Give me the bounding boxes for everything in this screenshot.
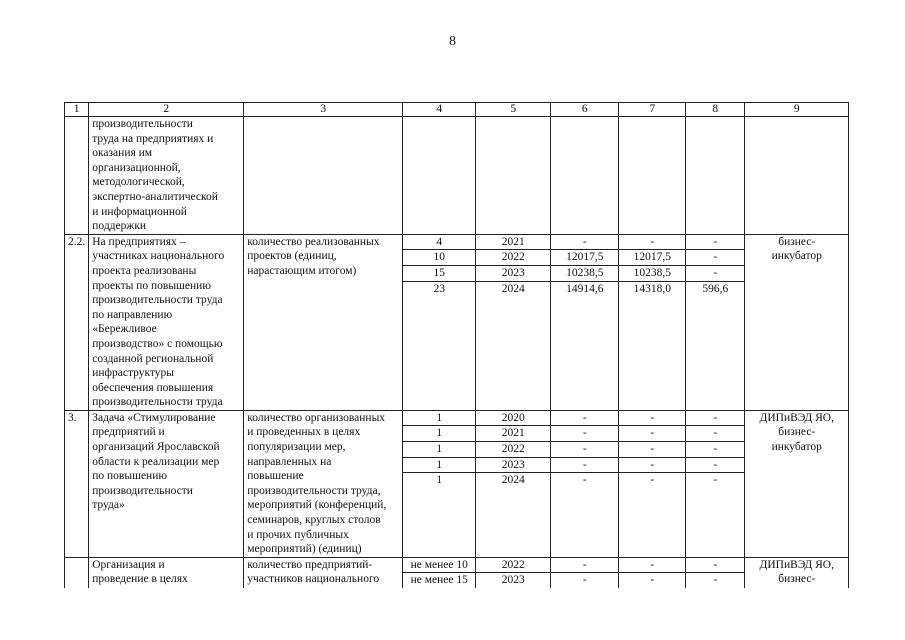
value-cell: - xyxy=(619,558,685,574)
value-column-5 xyxy=(476,410,551,557)
table-row xyxy=(65,234,849,410)
column-header-4: 4 xyxy=(403,103,476,117)
column-header-8: 8 xyxy=(686,103,745,117)
value-cell: - xyxy=(582,474,587,487)
value-column-4 xyxy=(403,410,476,557)
indicator-line: направленных на xyxy=(247,455,332,468)
row-number xyxy=(65,117,89,235)
value-column-7 xyxy=(619,410,686,557)
value-column-8 xyxy=(686,557,745,588)
value-cell: не менее 15 xyxy=(410,574,468,587)
value-cell: - xyxy=(619,411,685,427)
value-cell: 2021 xyxy=(476,426,550,442)
description-line: организаций Ярославской xyxy=(92,441,220,454)
value-column-8 xyxy=(686,117,745,235)
description-line: поддержки xyxy=(92,220,147,233)
value-cell: 15 xyxy=(403,266,475,282)
description-line: производительности xyxy=(92,484,193,497)
executor xyxy=(745,117,849,235)
value-cell: 4 xyxy=(403,235,475,251)
value-cell: 1 xyxy=(403,458,475,474)
value-cell: - xyxy=(551,411,618,427)
value-cell: - xyxy=(619,458,685,474)
executor xyxy=(745,410,849,557)
description-line: инфраструктуры xyxy=(92,367,175,380)
description-line: Задача «Стимулирование xyxy=(92,411,216,424)
value-column-4 xyxy=(403,557,476,588)
indicator-line: проектов (единиц, xyxy=(247,250,337,263)
value-cell: 2023 xyxy=(476,458,550,474)
value-cell: 1 xyxy=(403,442,475,458)
description-line: проекты по повышению xyxy=(92,279,211,292)
value-cell: - xyxy=(686,411,744,427)
value-cell: 2024 xyxy=(501,282,525,295)
value-cell: - xyxy=(551,235,618,251)
indicator-line: семинаров, круглых столов xyxy=(247,514,381,527)
indicator-name xyxy=(244,410,403,557)
value-cell: - xyxy=(686,250,744,266)
value-cell: - xyxy=(551,426,618,442)
executor-line: бизнес- xyxy=(778,426,816,439)
column-header-5: 5 xyxy=(476,103,551,117)
indicator-line: популяризации мер, xyxy=(247,441,346,454)
value-cell: - xyxy=(551,558,618,574)
column-header-7: 7 xyxy=(619,103,686,117)
value-cell: - xyxy=(686,458,744,474)
indicator-line: мероприятий) (единиц) xyxy=(247,543,362,556)
executor-line: бизнес- xyxy=(778,235,816,248)
value-cell: - xyxy=(650,474,655,487)
executor-line: инкубатор xyxy=(771,441,822,454)
row-number: 3. xyxy=(65,410,89,557)
description-line: производительности труда xyxy=(92,294,223,307)
value-cell: 12017,5 xyxy=(551,250,618,266)
indicator-line: и проведенных в целях xyxy=(247,426,361,439)
value-cell: - xyxy=(551,442,618,458)
value-cell: 2024 xyxy=(501,474,525,487)
indicator-line: мероприятий (конференций, xyxy=(247,499,387,512)
column-header-1: 1 xyxy=(65,103,89,117)
description-line: методологической, xyxy=(92,176,185,189)
description-line: производительности xyxy=(92,118,193,130)
indicator-name xyxy=(244,117,403,235)
description-line: труда на предприятиях и xyxy=(92,132,214,145)
table-row xyxy=(65,410,849,557)
value-column-5 xyxy=(476,117,551,235)
value-cell: 596,6 xyxy=(702,282,729,295)
description-line: производство» с помощью xyxy=(92,337,223,350)
task-description xyxy=(89,234,244,410)
table-row xyxy=(65,117,849,235)
value-cell: не менее 10 xyxy=(403,558,475,574)
value-column-6 xyxy=(551,410,619,557)
indicator-line: нарастающим итогом) xyxy=(247,264,357,277)
executor xyxy=(745,557,849,588)
description-line: участниках национального xyxy=(92,250,225,263)
value-column-6 xyxy=(551,557,619,588)
description-line: по повышению xyxy=(92,470,167,483)
value-column-4 xyxy=(403,117,476,235)
executor-line: ДИПиВЭД ЯО, xyxy=(759,411,834,424)
description-line: проекта реализованы xyxy=(92,264,197,277)
indicator-line: повышение xyxy=(247,470,304,483)
value-cell: 1 xyxy=(436,474,443,487)
value-column-6 xyxy=(551,234,619,410)
description-line: обеспечения повышения xyxy=(92,381,214,394)
value-cell: 2022 xyxy=(476,558,550,574)
description-line: созданной региональной xyxy=(92,352,214,365)
column-header-9: 9 xyxy=(745,103,849,117)
value-cell: - xyxy=(686,426,744,442)
indicator-line: производительности труда, xyxy=(247,484,381,497)
value-cell: - xyxy=(713,474,718,487)
value-cell: - xyxy=(619,442,685,458)
description-line: труда» xyxy=(92,499,125,512)
value-cell: - xyxy=(650,574,655,587)
value-column-5 xyxy=(476,234,551,410)
value-cell: 2021 xyxy=(476,235,550,251)
value-cell: - xyxy=(619,426,685,442)
value-cell: - xyxy=(551,458,618,474)
executor-line: бизнес- xyxy=(778,573,816,586)
description-line: области к реализации мер xyxy=(92,455,220,468)
value-cell: 1 xyxy=(403,411,475,427)
value-cell: - xyxy=(619,235,685,251)
value-cell: - xyxy=(686,235,744,251)
description-line: по направлению xyxy=(92,308,173,321)
value-cell: 10 xyxy=(403,250,475,266)
description-line: На предприятиях – xyxy=(92,235,186,248)
value-cell: 2023 xyxy=(501,574,525,587)
indicator-line: участников национального xyxy=(247,573,380,586)
description-line: оказания им xyxy=(92,147,153,160)
value-column-7 xyxy=(619,557,686,588)
value-cell: 10238,5 xyxy=(619,266,685,282)
description-line: Организация и xyxy=(92,558,165,571)
value-cell: - xyxy=(582,574,587,587)
value-column-7 xyxy=(619,117,686,235)
value-cell: 2022 xyxy=(476,250,550,266)
header-row xyxy=(65,103,849,117)
row-number xyxy=(65,557,89,588)
value-cell: - xyxy=(713,574,718,587)
table-row xyxy=(65,557,849,588)
value-cell: 14914,6 xyxy=(566,282,604,295)
value-column-8 xyxy=(686,410,745,557)
value-cell: - xyxy=(686,558,744,574)
indicator-name xyxy=(244,557,403,588)
description-line: производительности труда xyxy=(92,396,223,409)
description-line: предприятий и xyxy=(92,426,165,439)
description-line: проведение в целях xyxy=(92,573,188,586)
value-column-8 xyxy=(686,234,745,410)
value-column-7 xyxy=(619,234,686,410)
value-cell: 12017,5 xyxy=(619,250,685,266)
value-cell: 1 xyxy=(403,426,475,442)
description-line: организационной, xyxy=(92,161,181,174)
indicator-line: и прочих публичных xyxy=(247,528,349,541)
value-cell: 2023 xyxy=(476,266,550,282)
task-description xyxy=(89,410,244,557)
value-cell: - xyxy=(686,442,744,458)
value-column-6 xyxy=(551,117,619,235)
column-header-3: 3 xyxy=(244,103,403,117)
indicators-table xyxy=(64,102,849,588)
indicator-name xyxy=(244,234,403,410)
indicator-line: количество предприятий- xyxy=(247,558,373,571)
executor xyxy=(745,234,849,410)
indicator-line: количество организованных xyxy=(247,411,386,424)
description-line: экспертно-аналитической xyxy=(92,190,218,203)
value-cell: 23 xyxy=(433,282,445,295)
value-cell: 2022 xyxy=(476,442,550,458)
column-header-2: 2 xyxy=(89,103,244,117)
indicator-line: количество реализованных xyxy=(247,235,380,248)
description-line: «Бережливое xyxy=(92,323,157,336)
value-cell: 2020 xyxy=(476,411,550,427)
description-line: и информационной xyxy=(92,205,187,218)
value-column-4 xyxy=(403,234,476,410)
value-cell: 14318,0 xyxy=(633,282,671,295)
executor-line: инкубатор xyxy=(771,250,822,263)
executor-line: ДИПиВЭД ЯО, xyxy=(759,558,834,571)
task-description xyxy=(89,117,244,235)
value-cell: - xyxy=(686,266,744,282)
column-header-6: 6 xyxy=(551,103,619,117)
row-number: 2.2. xyxy=(65,234,89,410)
task-description xyxy=(89,557,244,588)
value-cell: 10238,5 xyxy=(551,266,618,282)
value-column-5 xyxy=(476,557,551,588)
page-number: 8 xyxy=(449,34,456,49)
